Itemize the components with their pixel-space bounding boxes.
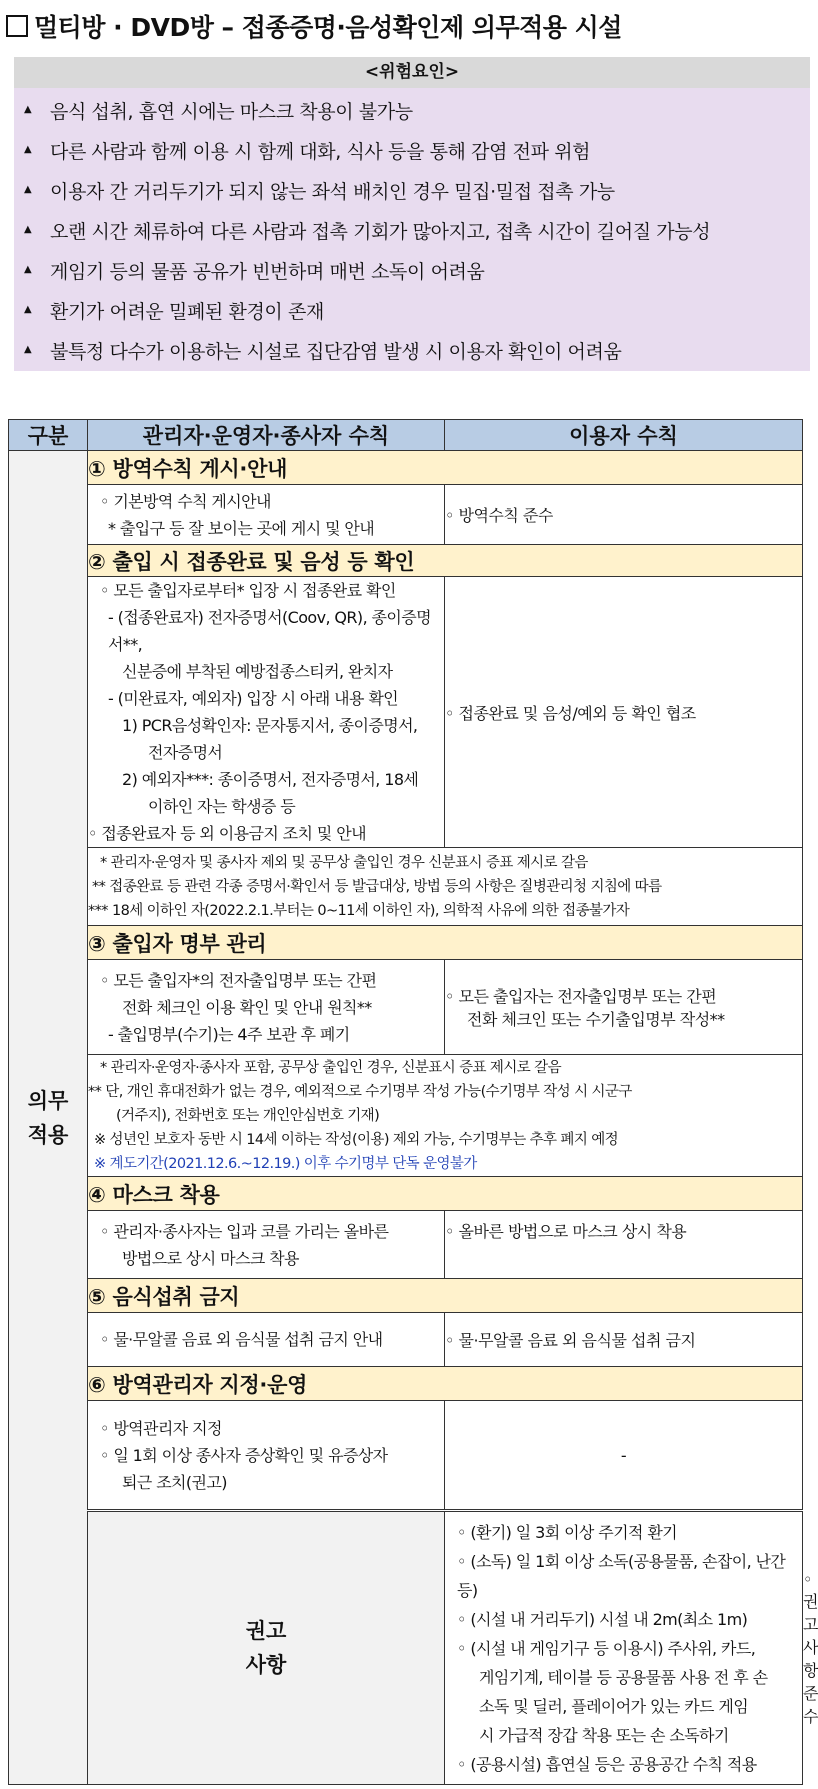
table-row: 권고 사항 ◦ (환기) 일 3회 이상 주기적 환기 ◦ (소독) 일 1회 이상 소독(공용물품, 손잡이, 난간 등) ◦ (시설 내 거리두기) 시설 내 2m(최소 1m) ◦ (시설 내 게임기구 등 이용시) 주사위, 카드, 게임기계, 테이블 등 공용물품 사용 전 후 손 소독 및 딜러, 플레이어가 있는 카드 게임 시 가급적 장갑 착용 또는 손 소독하기 ◦ (공용시설) 흡연실 등은 공용공간 수칙 적용 ◦ 권고사항 준수 [9, 1511, 803, 1785]
section-3-notes: * 관리자·운영자·종사자 포함, 공무상 출입인 경우, 신분표시 증표 제시로 갈음 ** 단, 개인 휴대전화가 없는 경우, 예외적으로 수기명부 작성 가능(수기명부 작성 시 시군구 (거주지), 전화번호 또는 개인안심번호 기재) ※ 성년인 보호자 동반 시 14세 이하는 작성(이용) 제외 가능, 수기명부는 추후 폐지 예정 ※ 계도기간(2021.12.6.~12.19.) 이후 수기명부 단독 운영불가 [9, 1055, 803, 1177]
table-row [9, 960, 803, 1055]
section-3-manager: ◦ 모든 출입자*의 전자출입명부 또는 간편 전화 체크인 이용 확인 및 안내 원칙** - 출입명부(수기)는 4주 보관 후 폐기 [88, 960, 445, 1055]
header-user-rules: 이용자 수칙 [445, 420, 803, 451]
list-item: ▲ 다른 사람과 함께 이용 시 함께 대화, 식사 등을 통해 감염 전파 위험 [24, 134, 810, 174]
list-item: ▲ 이용자 간 거리두기가 되지 않는 좌석 배치인 경우 밀집·밀접 접촉 가능 [24, 174, 810, 214]
section-2-notes: * 관리자·운영자 및 종사자 제외 및 공무상 출입인 경우 신분표시 증표 제시로 갈음 ** 접종완료 등 관련 각종 증명서·확인서 등 발급대상, 방법 등의 사항은 질병관리청 지침에 따름 *** 18세 이하인 자(2022.2.1.부터는 0~11세 이하인 자), 의학적 사유에 의한 접종불가자 [9, 848, 803, 926]
list-item: ▲ 오랜 시간 체류하여 다른 사람과 접촉 기회가 많아지고, 접촉 시간이 길어질 가능성 [24, 214, 810, 254]
header-manager-rules: 관리자·운영자·종사자 수칙 [88, 420, 445, 451]
table-row [9, 577, 803, 848]
page-title [6, 8, 622, 44]
section-5-title: ⑤ 음식섭취 금지 [88, 1279, 803, 1313]
triangle-bullet-icon: ▲ [24, 183, 32, 195]
table-row [9, 1211, 803, 1279]
section-6-user: - [445, 1401, 803, 1511]
section-5-user: ◦ 물·무알콜 음료 외 음식물 섭취 금지 [445, 1313, 803, 1367]
triangle-bullet-icon: ▲ [24, 223, 32, 235]
section-2-title: ② 출입 시 접종완료 및 음성 등 확인 [88, 545, 803, 577]
section-6-title: ⑥ 방역관리자 지정·운영 [88, 1367, 803, 1401]
category-recommend: 권고 사항 [88, 1511, 445, 1785]
section-3-user: ◦ 모든 출입자는 전자출입명부 또는 간편 전화 체크인 또는 수기출입명부 작성** [445, 960, 803, 1055]
table-row [9, 1401, 803, 1511]
section-6-manager: ◦ 방역관리자 지정 ◦ 일 1회 이상 종사자 증상확인 및 유증상자 퇴근 조치(권고) [88, 1401, 445, 1511]
section-4-user: ◦ 올바른 방법으로 마스크 상시 착용 [445, 1211, 803, 1279]
section-3-title: ③ 출입자 명부 관리 [88, 926, 803, 960]
list-item: ▲ 게임기 등의 물품 공유가 빈번하며 매번 소독이 어려움 [24, 254, 810, 294]
section-2-manager: ◦ 모든 출입자로부터* 입장 시 접종완료 확인 - (접종완료자) 전자증명서(Coov, QR), 종이증명서**, 신분증에 부착된 예방접종스티커, 완치자 - (미완료자, 예외자) 입장 시 아래 내용 확인 1) PCR음성확인자: 문자통지서, 종이증명서, 전자증명서 2) 예외자***: 종이증명서, 전자증명서, 18세 이하인 자는 학생증 등 ◦ 접종완료자 등 외 이용금지 조치 및 안내 [88, 577, 445, 848]
page-title-text: 멀티방 · DVD방 – 접종증명·음성확인제 의무적용 시설 [34, 13, 622, 42]
triangle-bullet-icon: ▲ [24, 263, 32, 275]
section-5-manager: ◦ 물·무알콜 음료 외 음식물 섭취 금지 안내 [88, 1313, 445, 1367]
triangle-bullet-icon: ▲ [24, 303, 32, 315]
triangle-bullet-icon: ▲ [24, 343, 32, 355]
section-4-manager: ◦ 관리자·종사자는 입과 코를 가리는 올바른 방법으로 상시 마스크 착용 [88, 1211, 445, 1279]
risk-factors-header: <위험요인> [14, 57, 810, 88]
triangle-bullet-icon: ▲ [24, 103, 32, 115]
triangle-bullet-icon: ▲ [24, 143, 32, 155]
checkbox-icon [6, 15, 28, 37]
recommend-manager: ◦ (환기) 일 3회 이상 주기적 환기 ◦ (소독) 일 1회 이상 소독(공용물품, 손잡이, 난간 등) ◦ (시설 내 거리두기) 시설 내 2m(최소 1m) ◦ (시설 내 게임기구 등 이용시) 주사위, 카드, 게임기계, 테이블 등 공용물품 사용 전 후 손 소독 및 딜러, 플레이어가 있는 카드 게임 시 가급적 장갑 착용 또는 손 소독하기 ◦ (공용시설) 흡연실 등은 공용공간 수칙 적용 [445, 1511, 803, 1785]
table-row [9, 485, 803, 545]
header-category: 구분 [9, 420, 88, 451]
risk-factors-list [14, 88, 810, 374]
table-row [9, 1313, 803, 1367]
section-4-title: ④ 마스크 착용 [88, 1177, 803, 1211]
section-1-user: ◦ 방역수칙 준수 [445, 485, 803, 545]
section-1-manager: ◦ 기본방역 수칙 게시안내 * 출입구 등 잘 보이는 곳에 게시 및 안내 [88, 485, 445, 545]
section-1-title: ① 방역수칙 게시·안내 [88, 451, 803, 485]
list-item: ▲ 환기가 어려운 밀폐된 환경이 존재 [24, 294, 810, 334]
risk-factors-box [14, 57, 810, 371]
table-header-row [9, 420, 803, 451]
list-item: ▲ 불특정 다수가 이용하는 시설로 집단감염 발생 시 이용자 확인이 어려움 [24, 334, 810, 374]
rules-table [8, 419, 818, 1785]
section-2-user: ◦ 접종완료 및 음성/예외 등 확인 협조 [445, 577, 803, 848]
category-mandatory: 의무 적용 [9, 451, 88, 1785]
list-item: ▲ 음식 섭취, 흡연 시에는 마스크 착용이 불가능 [24, 94, 810, 134]
